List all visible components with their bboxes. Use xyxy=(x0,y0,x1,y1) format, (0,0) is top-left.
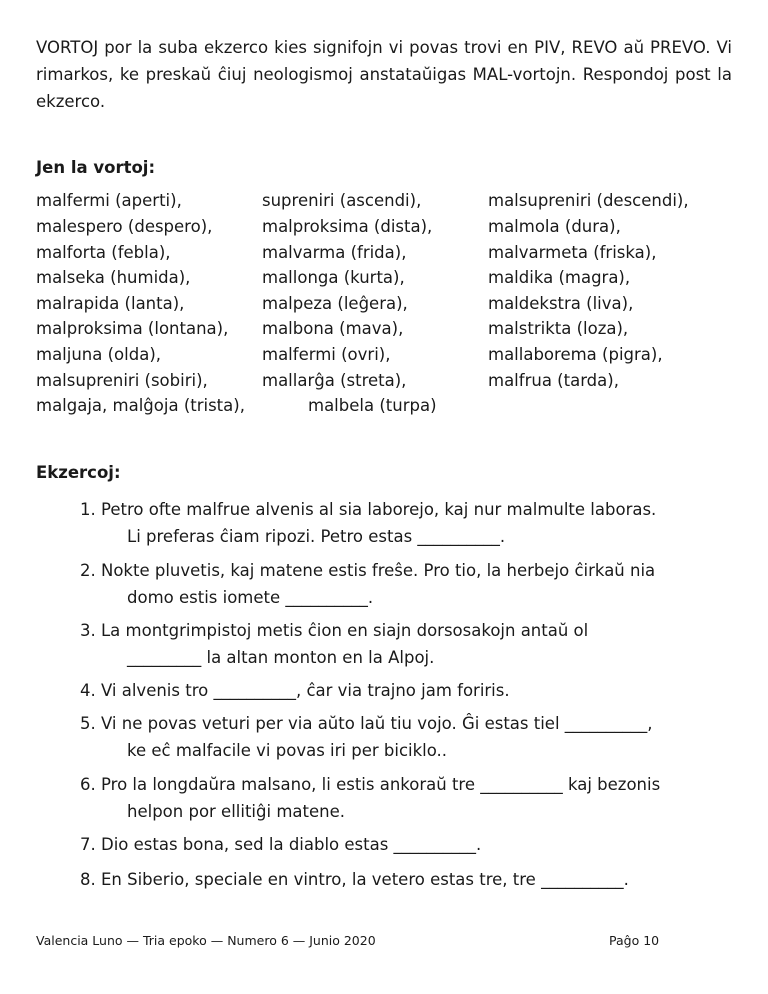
word-list-item: malproksima (lontana), xyxy=(36,319,229,338)
exercise-text: 4. Vi alvenis tro __________, ĉar via trajno jam foriris. xyxy=(80,681,510,700)
word-list-item: maljuna (olda), xyxy=(36,345,162,364)
intro-paragraph: VORTOJ por la suba ekzerco kies signifojn vi povas trovi en PIV, REVO aŭ PREVO. Vi rimarkos, ke preskaŭ ĉiuj neologismoj anstataŭigas MAL-vortojn. Respondoj post la ekzerco. xyxy=(36,38,732,111)
word-list-item: maldekstra (liva), xyxy=(488,294,634,313)
exercise-item xyxy=(80,557,740,611)
word-list-item: maldika (magra), xyxy=(488,268,631,287)
exercise-text: 6. Pro la longdaŭra malsano, li estis ankoraŭ tre __________ kaj bezonis xyxy=(80,775,661,794)
word-list-item: mallonga (kurta), xyxy=(262,268,405,287)
word-list-item: mallaborema (pigra), xyxy=(488,345,663,364)
word-list-item: malvarmeta (friska), xyxy=(488,243,657,262)
exercise-text: ke eĉ malfacile vi povas iri per biciklo.. xyxy=(127,741,448,760)
word-list-item: malproksima (dista), xyxy=(262,217,433,236)
exercise-text: _________ la altan monton en la Alpoj. xyxy=(127,648,435,667)
footer-publication: Valencia Luno — Tria epoko — Numero 6 — Junio 2020 xyxy=(36,933,376,948)
word-list-item: malrapida (lanta), xyxy=(36,294,185,313)
exercise-text: 3. La montgrimpistoj metis ĉion en siajn dorsosakojn antaŭ ol xyxy=(80,621,589,640)
word-list-item: malfermi (ovri), xyxy=(262,345,391,364)
exercise-text: Li preferas ĉiam ripozi. Petro estas __________. xyxy=(127,527,506,546)
word-list-item: malseka (humida), xyxy=(36,268,191,287)
word-list-item: malsupreniri (descendi), xyxy=(488,191,689,210)
footer-page-number: Paĝo 10 xyxy=(609,933,660,948)
exercise-text: 2. Nokte pluvetis, kaj matene estis freŝe. Pro tio, la herbejo ĉirkaŭ nia xyxy=(80,561,656,580)
exercises-heading: Ekzercoj: xyxy=(36,463,121,482)
exercise-item xyxy=(80,771,740,825)
exercise-text: domo estis iomete __________. xyxy=(127,588,374,607)
word-list-item: malespero (despero), xyxy=(36,217,213,236)
word-list-item: malstrikta (loza), xyxy=(488,319,629,338)
exercise-text: 5. Vi ne povas veturi per via aŭto laŭ tiu vojo. Ĝi estas tiel __________, xyxy=(80,714,653,733)
word-list-item: mallarĝa (streta), xyxy=(262,371,407,390)
exercise-text: helpon por ellitiĝi matene. xyxy=(127,802,345,821)
word-list-item: malgaja, malĝoja (trista), xyxy=(36,396,245,415)
exercise-item xyxy=(80,677,740,704)
exercise-text: 7. Dio estas bona, sed la diablo estas __________. xyxy=(80,835,482,854)
word-list-item: malmola (dura), xyxy=(488,217,621,236)
exercise-item xyxy=(80,710,740,764)
word-list-item: malforta (febla), xyxy=(36,243,171,262)
exercise-item xyxy=(80,496,740,550)
word-list-item: malsupreniri (sobiri), xyxy=(36,371,208,390)
word-list-item: malfermi (aperti), xyxy=(36,191,182,210)
word-list-item: supreniri (ascendi), xyxy=(262,191,422,210)
words-heading: Jen la vortoj: xyxy=(36,158,156,177)
exercise-item xyxy=(80,831,740,858)
exercise-text: 1. Petro ofte malfrue alvenis al sia laborejo, kaj nur malmulte laboras. xyxy=(80,500,657,519)
word-list-item: malvarma (frida), xyxy=(262,243,407,262)
word-list-item: malfrua (tarda), xyxy=(488,371,619,390)
word-list-item: malbela (turpa) xyxy=(308,396,437,415)
exercise-item xyxy=(80,617,740,671)
word-list-item: malbona (mava), xyxy=(262,319,404,338)
word-list-item: malpeza (leĝera), xyxy=(262,294,408,313)
exercise-text: 8. En Siberio, speciale en vintro, la vetero estas tre, tre __________. xyxy=(80,870,629,889)
exercise-item xyxy=(80,866,740,893)
